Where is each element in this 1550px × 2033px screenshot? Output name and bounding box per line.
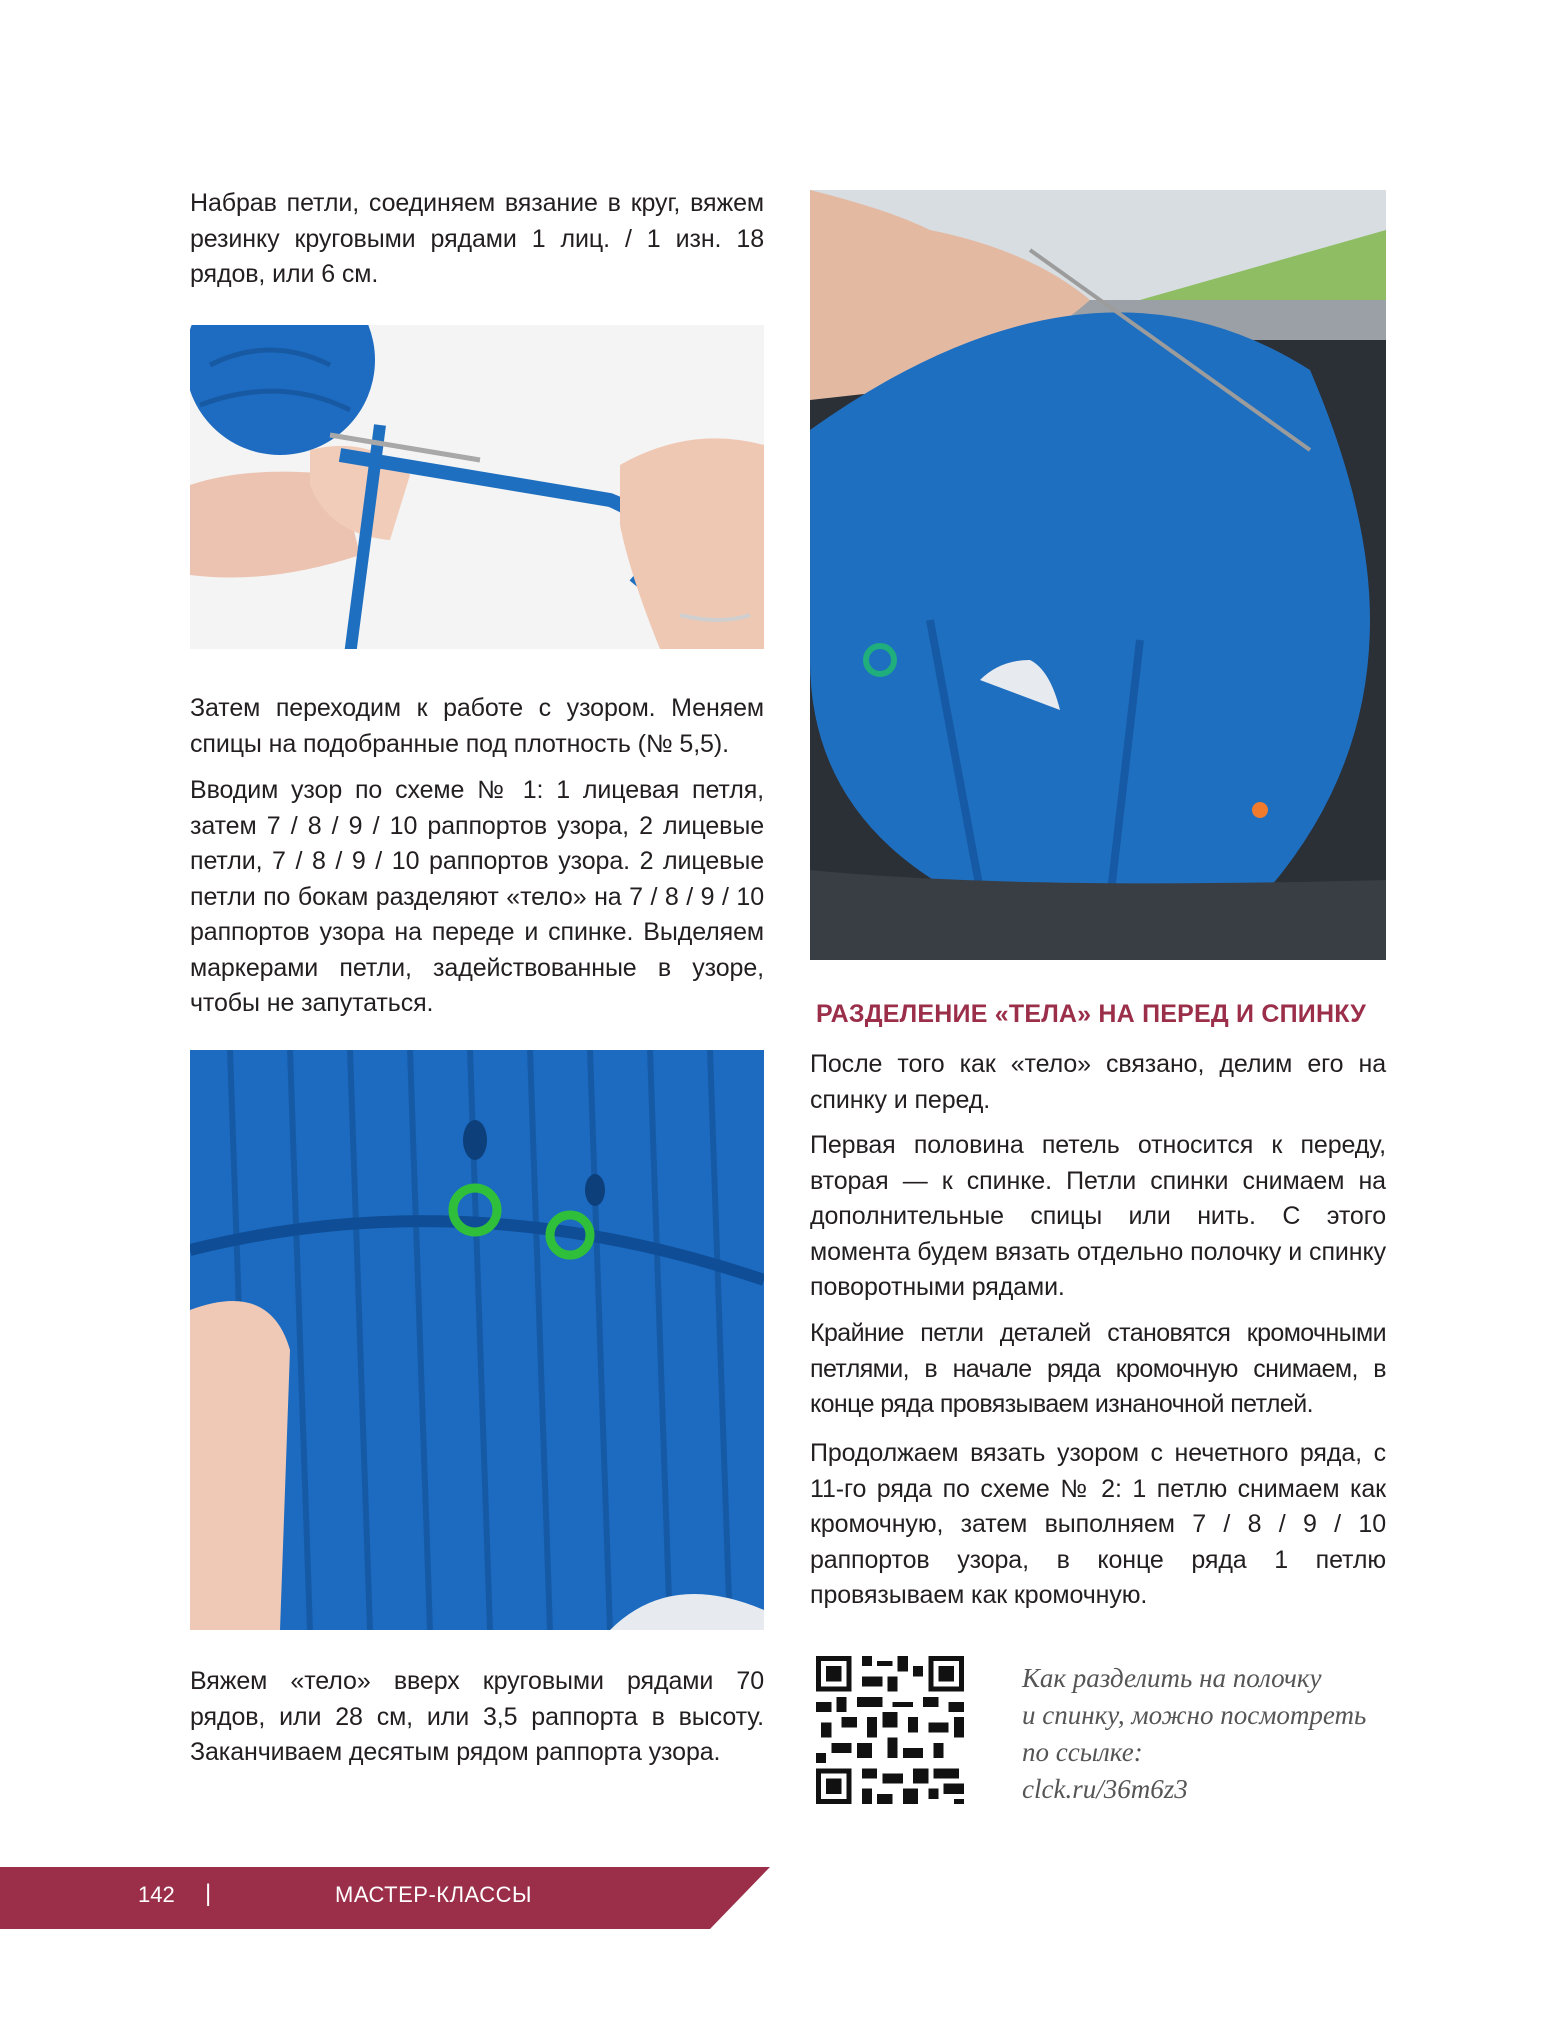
paragraph-split-body: После того как «тело» связано, делим его на спинку и перед. (810, 1050, 1386, 1114)
paragraph-change-needles: Затем переходим к работе с узором. Меняем спицы на подобранные под плотность (№ 5,5). (190, 694, 764, 758)
paragraph-cast-on: Набрав петли, соединяем вязание в круг, вяжем резинку круговыми рядами 1 лиц. / 1 изн. 18 рядов, или 6 см. (190, 189, 764, 288)
tip-line-2: и спинку, можно посмотреть (1022, 1700, 1367, 1730)
page-number: 142 (138, 1882, 175, 1907)
photo-casting-on (190, 325, 764, 649)
photo-knitting-in-car (810, 190, 1386, 960)
video-tip (1022, 1660, 1366, 1808)
paragraph-pattern-chart-1: Вводим узор по схеме № 1: 1 лицевая петля, затем 7 / 8 / 9 / 10 раппортов узора, 2 лицевые петли, 7 / 8 / 9 / 10 раппортов узора. 2 лицевые петли по бокам разделяют «тело» на 7 / 8 / 9 / 10 раппортов узора на переде и спинке. Выделяем маркерами петли, задействованные в узоре, чтобы не запутаться. (190, 776, 764, 1017)
paragraph-halves: Первая половина петель относится к переду, вторая — к спинке. Петли спинки снимаем на дополнительные спицы или нить. С этого момента будем вязать отдельно полочку и спинку поворотными рядами. (810, 1131, 1386, 1301)
footer-separator: | (205, 1880, 212, 1907)
qr-code[interactable] (816, 1656, 964, 1804)
tip-line-3: по ссылке: (1022, 1737, 1143, 1767)
paragraph-edge-stitches: Крайние петли деталей становятся кромочными петлями, в начале ряда кромочную снимаем, в конце ряда провязываем изнаночной петлей. (810, 1319, 1386, 1418)
tip-line-1: Как разделить на полочку (1022, 1663, 1322, 1693)
paragraph-pattern-chart-2: Продолжаем вязать узором с нечетного ряда, с 11-го ряда по схеме № 2: 1 петлю снимаем как кромочную, затем выполняем 7 / 8 / 9 / 10 раппортов узора, в конце ряда 1 петлю провязываем как кромочную. (810, 1439, 1386, 1609)
tip-link[interactable]: clck.ru/36m6z3 (1022, 1774, 1188, 1804)
photo-stitch-markers (190, 1050, 764, 1630)
section-heading: РАЗДЕЛЕНИЕ «ТЕЛА» НА ПЕРЕД И СПИНКУ (816, 1000, 1367, 1028)
section-name: МАСТЕР-КЛАССЫ (335, 1882, 532, 1907)
paragraph-body-rows: Вяжем «тело» вверх круговыми рядами 70 рядов, или 28 см, или 3,5 раппорта в высоту. Заканчиваем десятым рядом раппорта узора. (190, 1667, 764, 1766)
